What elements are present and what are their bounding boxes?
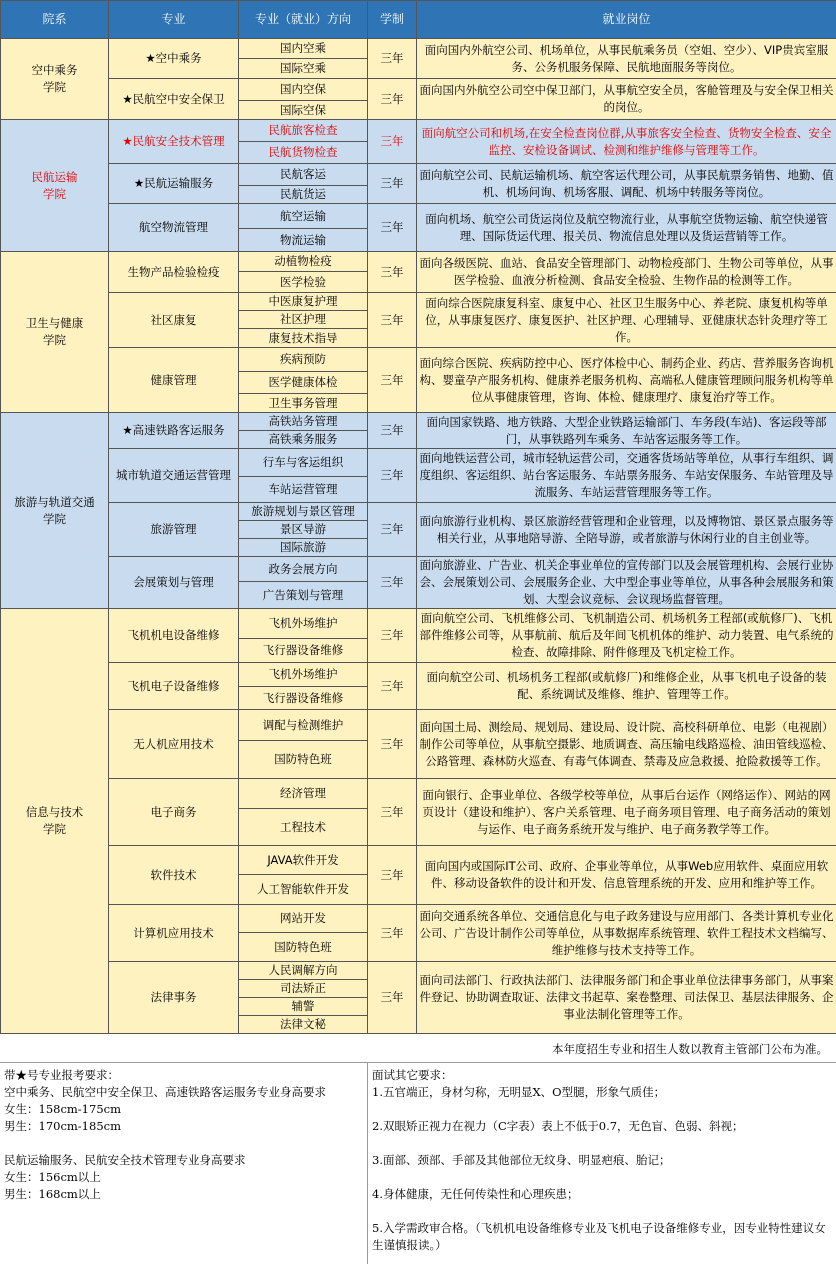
major-direction: 人工智能软件开发 xyxy=(239,875,368,905)
height-group-1: 空中乘务、民航空中安全保卫、高速铁路客运服务专业身高要求 xyxy=(4,1084,364,1101)
major-direction: 车站运营管理 xyxy=(239,477,368,503)
height-group-2-male: 男生：168cm以上 xyxy=(4,1186,364,1203)
major-direction: 飞机外场维护 xyxy=(239,663,368,687)
height-group-1-male: 男生：170cm-185cm xyxy=(4,1118,364,1135)
table-row xyxy=(1,503,836,521)
major-direction: 动植物检疫 xyxy=(239,252,368,272)
major-direction: 行车与客运组织 xyxy=(239,449,368,477)
major-name: 会展策划与管理 xyxy=(109,557,239,609)
major-direction: 国际旅游 xyxy=(239,539,368,557)
major-direction: 医学健康体检 xyxy=(239,372,368,394)
jobs-cell: 面向交通系统各单位、交通信息化与电子政务建设与应用部门、各类计算机专业化公司、广告设计制作公司等单位，从事数据库系统管理、软件工程技术文档编写、维护维修与技术支持等工作。 xyxy=(417,905,836,962)
major-name: ★民航空中安全保卫 xyxy=(109,79,239,120)
major-name: 航空物流管理 xyxy=(109,204,239,252)
major-name: ★空中乘务 xyxy=(109,39,239,79)
major-direction: 国际空保 xyxy=(239,101,368,120)
table-row xyxy=(1,204,836,229)
table-row xyxy=(1,962,836,980)
header-college: 院系 xyxy=(1,1,109,39)
major-direction: 调配与检测维护 xyxy=(239,710,368,741)
major-direction: JAVA软件开发 xyxy=(239,846,368,875)
table-row xyxy=(1,779,836,809)
major-name: 健康管理 xyxy=(109,348,239,413)
major-direction: 高铁站务管理 xyxy=(239,413,368,431)
header-duration: 学制 xyxy=(368,1,417,39)
major-direction: 航空运输 xyxy=(239,204,368,229)
major-direction: 法律文秘 xyxy=(239,1016,368,1034)
major-name: 法律事务 xyxy=(109,962,239,1034)
major-name: 社区康复 xyxy=(109,293,239,348)
table-row xyxy=(1,39,836,59)
height-requirements-title: 带★号专业报考要求： xyxy=(4,1067,364,1084)
college-name: 卫生与健康 学院 xyxy=(1,252,109,413)
jobs-cell: 面向司法部门、行政执法部门、法律服务部门和企事业单位法律事务部门，从事案件登记、协助调查取证、法律文书起草、案卷整理、司法保卫、基层法律服务、企事业法制化管理等工作。 xyxy=(417,962,836,1034)
duration-cell: 三年 xyxy=(368,449,417,503)
major-direction: 康复技术指导 xyxy=(239,329,368,348)
major-direction: 物流运输 xyxy=(239,229,368,252)
major-direction: 国防特色班 xyxy=(239,933,368,962)
duration-cell: 三年 xyxy=(368,710,417,779)
major-direction: 经济管理 xyxy=(239,779,368,809)
jobs-cell: 面向国内外航空公司空中保卫部门，从事航空安全员，客舱管理及与安全保卫相关的岗位。 xyxy=(417,79,836,120)
height-group-1-female: 女生：158cm-175cm xyxy=(4,1101,364,1118)
table-row xyxy=(1,557,836,582)
duration-cell: 三年 xyxy=(368,252,417,293)
jobs-cell: 面向航空公司和机场,在安全检查岗位群,从事旅客安全检查、货物安全检查、安全监控、安检设备调试、检测和维护维修与管理等工作。 xyxy=(417,120,836,164)
jobs-cell: 面向旅游业、广告业、机关企事业单位的宣传部门以及会展管理机构、会展行业协会、会展策划公司、会展服务企业、大中型企事业等单位，从事各种会展服务和策划、大型会议竞标、会议现场监督管理。 xyxy=(417,557,836,609)
header-jobs: 就业岗位 xyxy=(417,1,836,39)
duration-cell: 三年 xyxy=(368,503,417,557)
table-row xyxy=(1,609,836,639)
college-name: 民航运输 学院 xyxy=(1,120,109,252)
major-name: 城市轨道交通运营管理 xyxy=(109,449,239,503)
table-row xyxy=(1,413,836,431)
major-direction: 民航货物检查 xyxy=(239,142,368,164)
duration-cell: 三年 xyxy=(368,413,417,449)
table-row xyxy=(1,449,836,477)
duration-cell: 三年 xyxy=(368,39,417,79)
duration-cell: 三年 xyxy=(368,905,417,962)
jobs-cell: 面向各级医院、血站、食品安全管理部门、动物检疫部门、生物公司等单位，从事医学检验、血液分析检测、食品安全检验、生物作品的检测等工作。 xyxy=(417,252,836,293)
major-name: 软件技术 xyxy=(109,846,239,905)
major-name: 电子商务 xyxy=(109,779,239,846)
major-name: ★民航安全技术管理 xyxy=(109,120,239,164)
interview-requirement-4: 4.身体健康，无任何传染性和心理疾患； xyxy=(372,1186,832,1203)
major-direction: 国防特色班 xyxy=(239,741,368,779)
duration-cell: 三年 xyxy=(368,779,417,846)
height-group-2: 民航运输服务、民航安全技术管理专业身高要求 xyxy=(4,1152,364,1169)
interview-requirements xyxy=(372,1067,832,1254)
jobs-cell: 面向机场、航空公司货运岗位及航空物流行业，从事航空货物运输、航空快递管理、国际货运代理、报关员、物流信息处理以及货运营销等工作。 xyxy=(417,204,836,252)
college-name: 空中乘务 学院 xyxy=(1,39,109,120)
jobs-cell: 面向地铁运营公司，城市轻轨运营公司，交通客货场站等单位，从事行车组织、调度组织、客运组织、站台客运服务、车站票务服务、车站安保服务、车站管理及导流服务、车站运营管理服务等工作。 xyxy=(417,449,836,503)
major-name: 旅游管理 xyxy=(109,503,239,557)
major-direction: 民航货运 xyxy=(239,186,368,204)
jobs-cell: 面向综合医院、疾病防控中心、医疗体检中心、制药企业、药店、营养服务咨询机构、婴童孕产服务机构、健康养老服务机构、高端私人健康管理顾问服务机构等单位从事健康管理，咨询、体检、健康理疗、康复治疗等工作。 xyxy=(417,348,836,413)
major-direction: 网站开发 xyxy=(239,905,368,933)
table-row xyxy=(1,710,836,741)
major-direction: 景区导游 xyxy=(239,521,368,539)
jobs-cell: 面向国内或国际IT公司、政府、企事业等单位，从事Web应用软件、桌面应用软件、移动设备软件的设计和开发、信息管理系统的开发、应用和维护等工作。 xyxy=(417,846,836,905)
college-name: 旅游与轨道交通 学院 xyxy=(1,413,109,609)
duration-cell: 三年 xyxy=(368,557,417,609)
height-requirements xyxy=(4,1067,364,1203)
table-row xyxy=(1,348,836,372)
interview-requirement-1: 1.五官端正，身材匀称，无明显X、O型腿，形象气质佳； xyxy=(372,1084,832,1101)
jobs-cell: 面向航空公司、机场机务工程部(或航修厂)和维修企业，从事飞机电子设备的装配、系统调试及维修、维护、管理等工作。 xyxy=(417,663,836,710)
interview-requirements-title: 面试其它要求： xyxy=(372,1067,832,1084)
jobs-cell: 面向航空公司、飞机维修公司、飞机制造公司、机场机务工程部(或航修厂)、飞机部件维修公司等，从事航前、航后及年间飞机机体的维护、动力装置、电气系统的检查、故障排除、附件修理及飞机定检工作。 xyxy=(417,609,836,663)
major-direction: 飞行器设备维修 xyxy=(239,687,368,710)
duration-cell: 三年 xyxy=(368,962,417,1034)
duration-cell: 三年 xyxy=(368,293,417,348)
table-row xyxy=(1,164,836,186)
major-direction: 工程技术 xyxy=(239,809,368,846)
jobs-cell: 面向国家铁路、地方铁路、大型企业铁路运输部门、车务段(车站)、客运段等部门，从事铁路列车乘务、车站客运服务等工作。 xyxy=(417,413,836,449)
duration-cell: 三年 xyxy=(368,164,417,204)
jobs-cell: 面向旅游行业机构、景区旅游经营管理和企业管理，以及博物馆、景区景点服务等相关行业，从事地陪导游、全陪导游，或者旅游与休闲行业的自主创业等。 xyxy=(417,503,836,557)
major-direction: 中医康复护理 xyxy=(239,293,368,311)
enrollment-notice: 本年度招生专业和招生人数以教育主管部门公布为准。 xyxy=(0,1036,836,1062)
table-row xyxy=(1,663,836,687)
table-row xyxy=(1,905,836,933)
duration-cell: 三年 xyxy=(368,204,417,252)
interview-requirement-3: 3.面部、颈部、手部及其他部位无纹身、明显疤痕、胎记； xyxy=(372,1152,832,1169)
section-divider xyxy=(367,1063,368,1264)
duration-cell: 三年 xyxy=(368,348,417,413)
duration-cell: 三年 xyxy=(368,120,417,164)
major-direction: 司法矫正 xyxy=(239,980,368,998)
duration-cell: 三年 xyxy=(368,79,417,120)
major-direction: 医学检验 xyxy=(239,272,368,293)
table-header-row xyxy=(1,1,836,39)
major-direction: 广告策划与管理 xyxy=(239,582,368,609)
major-direction: 飞行器设备维修 xyxy=(239,639,368,663)
height-group-2-female: 女生：156cm以上 xyxy=(4,1169,364,1186)
major-direction: 飞机外场维护 xyxy=(239,609,368,639)
major-direction: 国内空乘 xyxy=(239,39,368,59)
major-name: 飞机电子设备维修 xyxy=(109,663,239,710)
duration-cell: 三年 xyxy=(368,663,417,710)
major-direction: 国际空乘 xyxy=(239,59,368,79)
major-direction: 社区护理 xyxy=(239,311,368,329)
major-name: 生物产品检验检疫 xyxy=(109,252,239,293)
jobs-cell: 面向银行、企事业单位、各级学校等单位，从事后台运作（网络运作）、网站的网页设计（建设和维护）、客户关系管理、电子商务项目管理、电子商务活动的策划与运作、电子商务系统开发与维护、电子商务教学等工作。 xyxy=(417,779,836,846)
major-direction: 旅游规划与景区管理 xyxy=(239,503,368,521)
interview-requirement-5: 5.入学需政审合格。（飞机机电设备维修专业及飞机电子设备维修专业，因专业特性建议女生谨慎报读。） xyxy=(372,1220,832,1254)
table-row xyxy=(1,293,836,311)
major-direction: 高铁乘务服务 xyxy=(239,431,368,449)
major-direction: 卫生事务管理 xyxy=(239,394,368,413)
header-major: 专业 xyxy=(109,1,239,39)
table-row xyxy=(1,252,836,272)
major-direction: 辅警 xyxy=(239,998,368,1016)
jobs-cell: 面向国土局、测绘局、规划局、建设局、设计院、高校科研单位、电影（电视剧）制作公司等单位，从事航空摄影、地质调查、高压输电线路巡检、油田管线巡检、公路管理、森林防火巡查、有毒气体调查、禁毒及应急救援、抢险救援等工作。 xyxy=(417,710,836,779)
duration-cell: 三年 xyxy=(368,846,417,905)
jobs-cell: 面向国内外航空公司、机场单位，从事民航乘务员（空姐、空少）、VIP贵宾室服务、公务机服务保障、民航地面服务等岗位。 xyxy=(417,39,836,79)
major-name: ★高速铁路客运服务 xyxy=(109,413,239,449)
duration-cell: 三年 xyxy=(368,609,417,663)
major-direction: 民航客运 xyxy=(239,164,368,186)
major-direction: 国内空保 xyxy=(239,79,368,101)
major-direction: 政务会展方向 xyxy=(239,557,368,582)
table-body xyxy=(1,39,836,1034)
table-row xyxy=(1,79,836,101)
major-direction: 人民调解方向 xyxy=(239,962,368,980)
college-name: 信息与技术 学院 xyxy=(1,609,109,1034)
jobs-cell: 面向航空公司、民航运输机场、航空客运代理公司，从事民航票务销售、地勤、值机、机场问询、机场客服、调配、机场中转服务等岗位。 xyxy=(417,164,836,204)
table-row xyxy=(1,846,836,875)
interview-requirement-2: 2.双眼矫正视力在视力（C字表）表上不低于0.7，无色盲、色弱、斜视； xyxy=(372,1118,832,1135)
major-name: 飞机机电设备维修 xyxy=(109,609,239,663)
major-direction: 民航旅客检查 xyxy=(239,120,368,142)
major-name: 计算机应用技术 xyxy=(109,905,239,962)
header-direction: 专业（就业）方向 xyxy=(239,1,368,39)
table-row xyxy=(1,120,836,142)
requirements-section xyxy=(0,1062,836,1263)
major-name: ★民航运输服务 xyxy=(109,164,239,204)
major-name: 无人机应用技术 xyxy=(109,710,239,779)
jobs-cell: 面向综合医院康复科室、康复中心、社区卫生服务中心、养老院、康复机构等单位，从事康复医疗、康复医护、社区护理、心理辅导、亚健康状态针灸理疗等工作。 xyxy=(417,293,836,348)
major-direction: 疾病预防 xyxy=(239,348,368,372)
